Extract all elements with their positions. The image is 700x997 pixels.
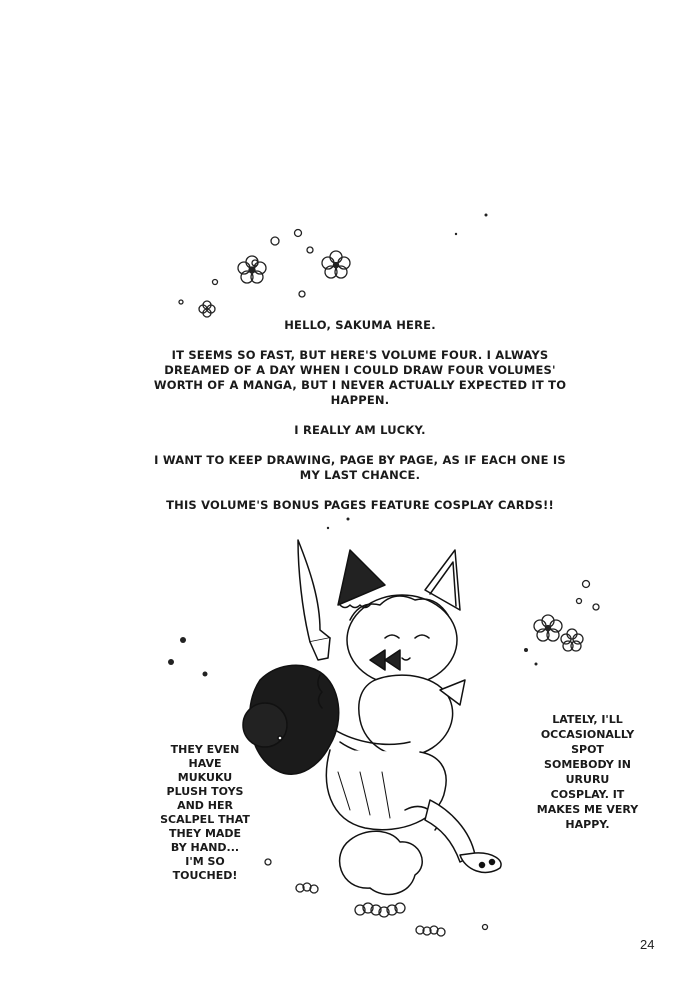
greeting-text: HELLO, SAKUMA HERE. (284, 318, 436, 332)
page-number: 24 (640, 937, 655, 952)
note-cosplay: LATELY, I'LL OCCASIONALLY SPOT SOMEBODY IN URURU COSPLAY. IT MAKES ME VERY HAPPY. (536, 713, 639, 831)
paragraph-keep-drawing: I WANT TO KEEP DRAWING, PAGE BY PAGE, AS IF EACH ONE IS MY LAST CHANCE. (154, 453, 566, 482)
paragraph-volume-four: IT SEEMS SO FAST, BUT HERE'S VOLUME FOUR. I ALWAYS DREAMED OF A DAY WHEN I COULD DRAW FOUR VOLUMES' WORTH OF A MANGA, BUT I NEVER ACTUALLY EXPECTED IT TO HAPPEN. (153, 348, 567, 407)
note-plush-toys: THEY EVEN HAVE MUKUKU PLUSH TOYS AND HER SCALPEL THAT THEY MADE BY HAND... I'M SO TOUCHED! (160, 743, 250, 882)
afterword-message (150, 318, 570, 528)
paragraph-bonus-pages: THIS VOLUME'S BONUS PAGES FEATURE COSPLAY CARDS!! (166, 498, 554, 512)
paragraph-lucky: I REALLY AM LUCKY. (294, 423, 426, 437)
